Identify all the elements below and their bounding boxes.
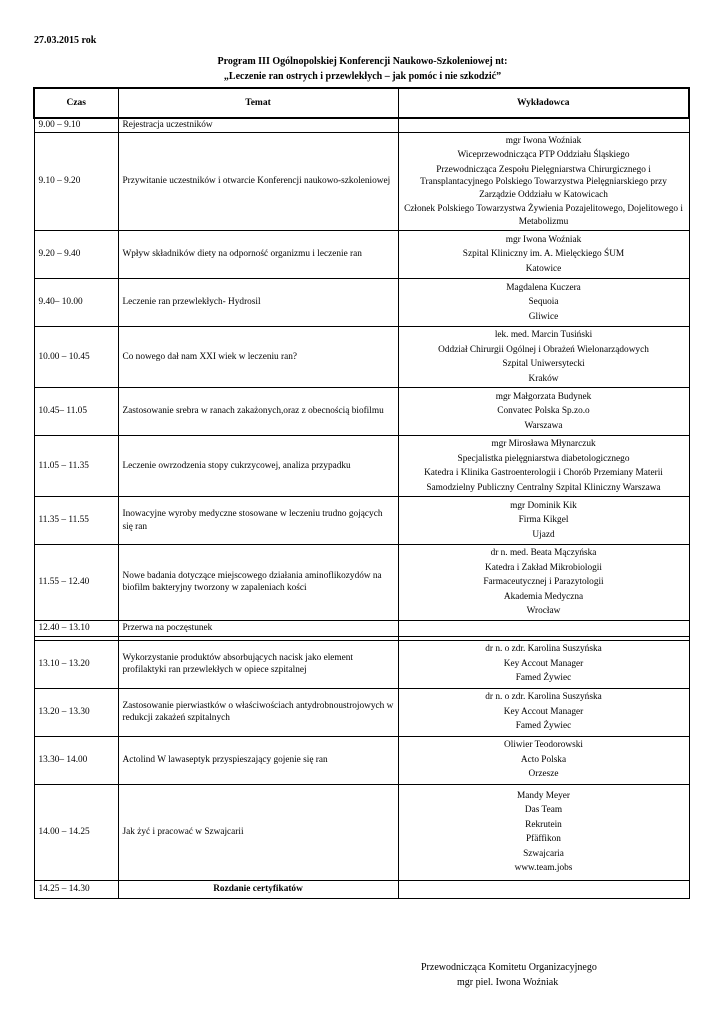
lecturer-line: Das Team	[524, 805, 563, 815]
row-topic: Przerwa na poczęstunek	[118, 620, 398, 636]
table-row	[34, 620, 689, 636]
lecturer-line: Ujazd	[532, 529, 555, 540]
lecturer-line: Convatec Polska Sp.zo.o	[497, 406, 590, 417]
table-header-row	[34, 88, 689, 118]
lecturer-line: Sequoia	[528, 297, 559, 308]
lecturer-line: Kraków	[528, 373, 559, 384]
signature-name: mgr piel. Iwona Woźniak	[457, 977, 559, 988]
lecturer-line: Katedra i Klinika Gastroenterologii i Chorób Przemiany Materii	[424, 468, 663, 478]
row-topic: Rejestracja uczestników	[118, 118, 398, 132]
col-header-time: Czas	[34, 88, 118, 118]
table-row	[34, 688, 689, 736]
lecturer-line: Rekrutein	[525, 819, 562, 830]
row-lecturer	[398, 388, 689, 436]
lecturer-line: Szwajcaria	[523, 848, 564, 859]
row-topic: Nowe badania dotyczące miejscowego działania aminoflikozydów na biofilm bakteryjny tworzony w zapaleniach kości	[118, 545, 398, 621]
row-time: 10.45– 11.05	[34, 388, 118, 436]
lecturer-line: mgr Dominik Kik	[510, 500, 577, 511]
row-topic: Jak żyć i pracować w Szwajcarii	[118, 784, 398, 880]
row-time: 14.00 – 14.25	[34, 784, 118, 880]
table-row	[34, 784, 689, 880]
row-time: 13.20 – 13.30	[34, 688, 118, 736]
row-lecturer	[398, 327, 689, 388]
row-lecturer	[398, 545, 689, 621]
table-row	[34, 279, 689, 327]
lecturer-line: Key Accout Manager	[503, 706, 584, 717]
row-topic: Actolind W lawaseptyk przyspieszający gojenie się ran	[118, 736, 398, 784]
row-lecturer	[398, 640, 689, 688]
lecturer-line: dr n. o zdr. Karolina Suszyńska	[485, 692, 602, 703]
lecturer-line: Gliwice	[528, 311, 559, 322]
col-header-topic: Temat	[118, 88, 398, 118]
lecturer-line: Pfäffikon	[526, 834, 561, 844]
row-lecturer	[398, 132, 689, 231]
lecturer-line: mgr Iwona Woźniak	[505, 234, 582, 245]
lecturer-line: Katowice	[525, 263, 562, 274]
row-time: 13.10 – 13.20	[34, 640, 118, 688]
program-table	[33, 87, 690, 899]
lecturer-line: Famed Żywiec	[515, 721, 572, 732]
table-row	[34, 545, 689, 621]
lecturer-line: mgr Mirosława Młynarczuk	[491, 439, 596, 449]
signature-title: Przewodnicząca Komitetu Organizacyjnego	[421, 962, 597, 973]
row-topic: Leczenie owrzodzenia stopy cukrzycowej, analiza przypadku	[118, 436, 398, 497]
row-lecturer	[398, 784, 689, 880]
table-row	[34, 497, 689, 545]
row-time: 9.20 – 9.40	[34, 231, 118, 279]
row-time: 11.05 – 11.35	[34, 436, 118, 497]
table-row	[34, 736, 689, 784]
lecturer-line: dr n. med. Beata Mączyńska	[490, 548, 597, 558]
row-time: 9.40– 10.00	[34, 279, 118, 327]
table-row	[34, 436, 689, 497]
col-header-lecturer: Wykładowca	[398, 88, 689, 118]
row-lecturer	[398, 620, 689, 636]
lecturer-line: Key Accout Manager	[503, 658, 584, 669]
table-row	[34, 132, 689, 231]
lecturer-line: Mandy Meyer	[517, 790, 570, 801]
lecturer-line: mgr Małgorzata Budynek	[495, 391, 592, 402]
lecturer-line: Akademia Medyczna	[503, 591, 584, 602]
row-topic: Leczenie ran przewlekłych- Hydrosil	[118, 279, 398, 327]
table-row	[34, 231, 689, 279]
lecturer-line: Członek Polskiego Towarzystwa Żywienia Pozajelitowego, Dojelitowego i Metabolizmu	[404, 204, 683, 227]
row-time: 10.00 – 10.45	[34, 327, 118, 388]
row-time: 12.40 – 13.10	[34, 620, 118, 636]
lecturer-line: Katedra i Zakład Mikrobiologii	[485, 562, 602, 573]
lecturer-line: Przewodnicząca Zespołu Pielęgniarstwa Chirurgicznego i Transplantacyjnego Polskiego Towarzystwa Pielęgniarskiego przy Zarządzie Oddziału w Katowicach	[420, 164, 667, 200]
program-subtitle: „Leczenie ran ostrych i przewlekłych – jak pomóc i nie szkodzić”	[223, 71, 502, 82]
table-row	[34, 327, 689, 388]
lecturer-line: Wiceprzewodnicząca PTP Oddziału Śląskiego	[457, 150, 630, 160]
row-time: 9.10 – 9.20	[34, 132, 118, 231]
table-row	[34, 118, 689, 132]
row-lecturer	[398, 880, 689, 898]
lecturer-line: lek. med. Marcin Tusiński	[494, 330, 593, 340]
row-lecturer	[398, 231, 689, 279]
row-time: 14.25 – 14.30	[34, 880, 118, 898]
row-lecturer	[398, 436, 689, 497]
row-time: 13.30– 14.00	[34, 736, 118, 784]
row-lecturer	[398, 736, 689, 784]
row-lecturer	[398, 279, 689, 327]
row-topic: Zastosowanie pierwiastków o właściwościach antydrobnoustrojowych w redukcji zakażeń szpitalnych	[118, 688, 398, 736]
table-row	[34, 640, 689, 688]
row-lecturer	[398, 497, 689, 545]
lecturer-line: Oddział Chirurgii Ogólnej i Obrażeń Wielonarządowych	[438, 344, 649, 355]
lecturer-line: Acto Polska	[520, 754, 567, 765]
table-row	[34, 880, 689, 898]
lecturer-line: Szpital Kliniczny im. A. Mielęckiego ŚUM	[462, 249, 625, 260]
row-topic: Co nowego dał nam XXI wiek w leczeniu ran?	[118, 327, 398, 388]
table-row	[34, 388, 689, 436]
lecturer-line: mgr Iwona Woźniak	[505, 135, 582, 146]
lecturer-line: Wrocław	[526, 606, 561, 616]
lecturer-line: Oliwier Teodorowski	[504, 740, 583, 751]
row-topic: Rozdanie certyfikatów	[118, 880, 398, 898]
lecturer-line: Orzesze	[528, 769, 559, 780]
lecturer-line: Warszawa	[524, 420, 563, 431]
row-time: 11.55 – 12.40	[34, 545, 118, 621]
lecturer-line: Szpital Uniwersytecki	[502, 359, 585, 369]
row-lecturer	[398, 118, 689, 132]
lecturer-line: Magdalena Kuczera	[506, 282, 581, 293]
row-topic: Inowacyjne wyroby medyczne stosowane w leczeniu trudno gojących się ran	[118, 497, 398, 545]
row-time: 9.00 – 9.10	[34, 118, 118, 132]
lecturer-line: Farmaceutycznej i Parazytologii	[483, 577, 604, 587]
lecturer-line: www.team.jobs	[514, 863, 573, 873]
document-date: 27.03.2015 rok	[34, 35, 97, 46]
lecturer-line: Famed Żywiec	[515, 673, 572, 684]
row-topic: Przywitanie uczestników i otwarcie Konferencji naukowo-szkoleniowej	[118, 132, 398, 231]
row-lecturer	[398, 688, 689, 736]
row-topic: Wykorzystanie produktów absorbujących nacisk jako element profilaktyki ran przewlekłych w opiece szpitalnej	[118, 640, 398, 688]
row-topic: Wpływ składników diety na odporność organizmu i leczenie ran	[118, 231, 398, 279]
lecturer-line: Samodzielny Publiczny Centralny Szpital Kliniczny Warszawa	[426, 482, 661, 493]
row-topic: Zastosowanie srebra w ranach zakażonych,oraz z obecnością biofilmu	[118, 388, 398, 436]
lecturer-line: dr n. o zdr. Karolina Suszyńska	[485, 644, 602, 655]
program-rows	[34, 118, 689, 898]
program-title: Program III Ogólnopolskiej Konferencji Naukowo-Szkoleniowej nt:	[217, 56, 508, 67]
lecturer-line: Firma Kikgel	[518, 515, 569, 526]
lecturer-line: Specjalistka pielęgniarstwa diabetologicznego	[457, 453, 630, 464]
row-time: 11.35 – 11.55	[34, 497, 118, 545]
